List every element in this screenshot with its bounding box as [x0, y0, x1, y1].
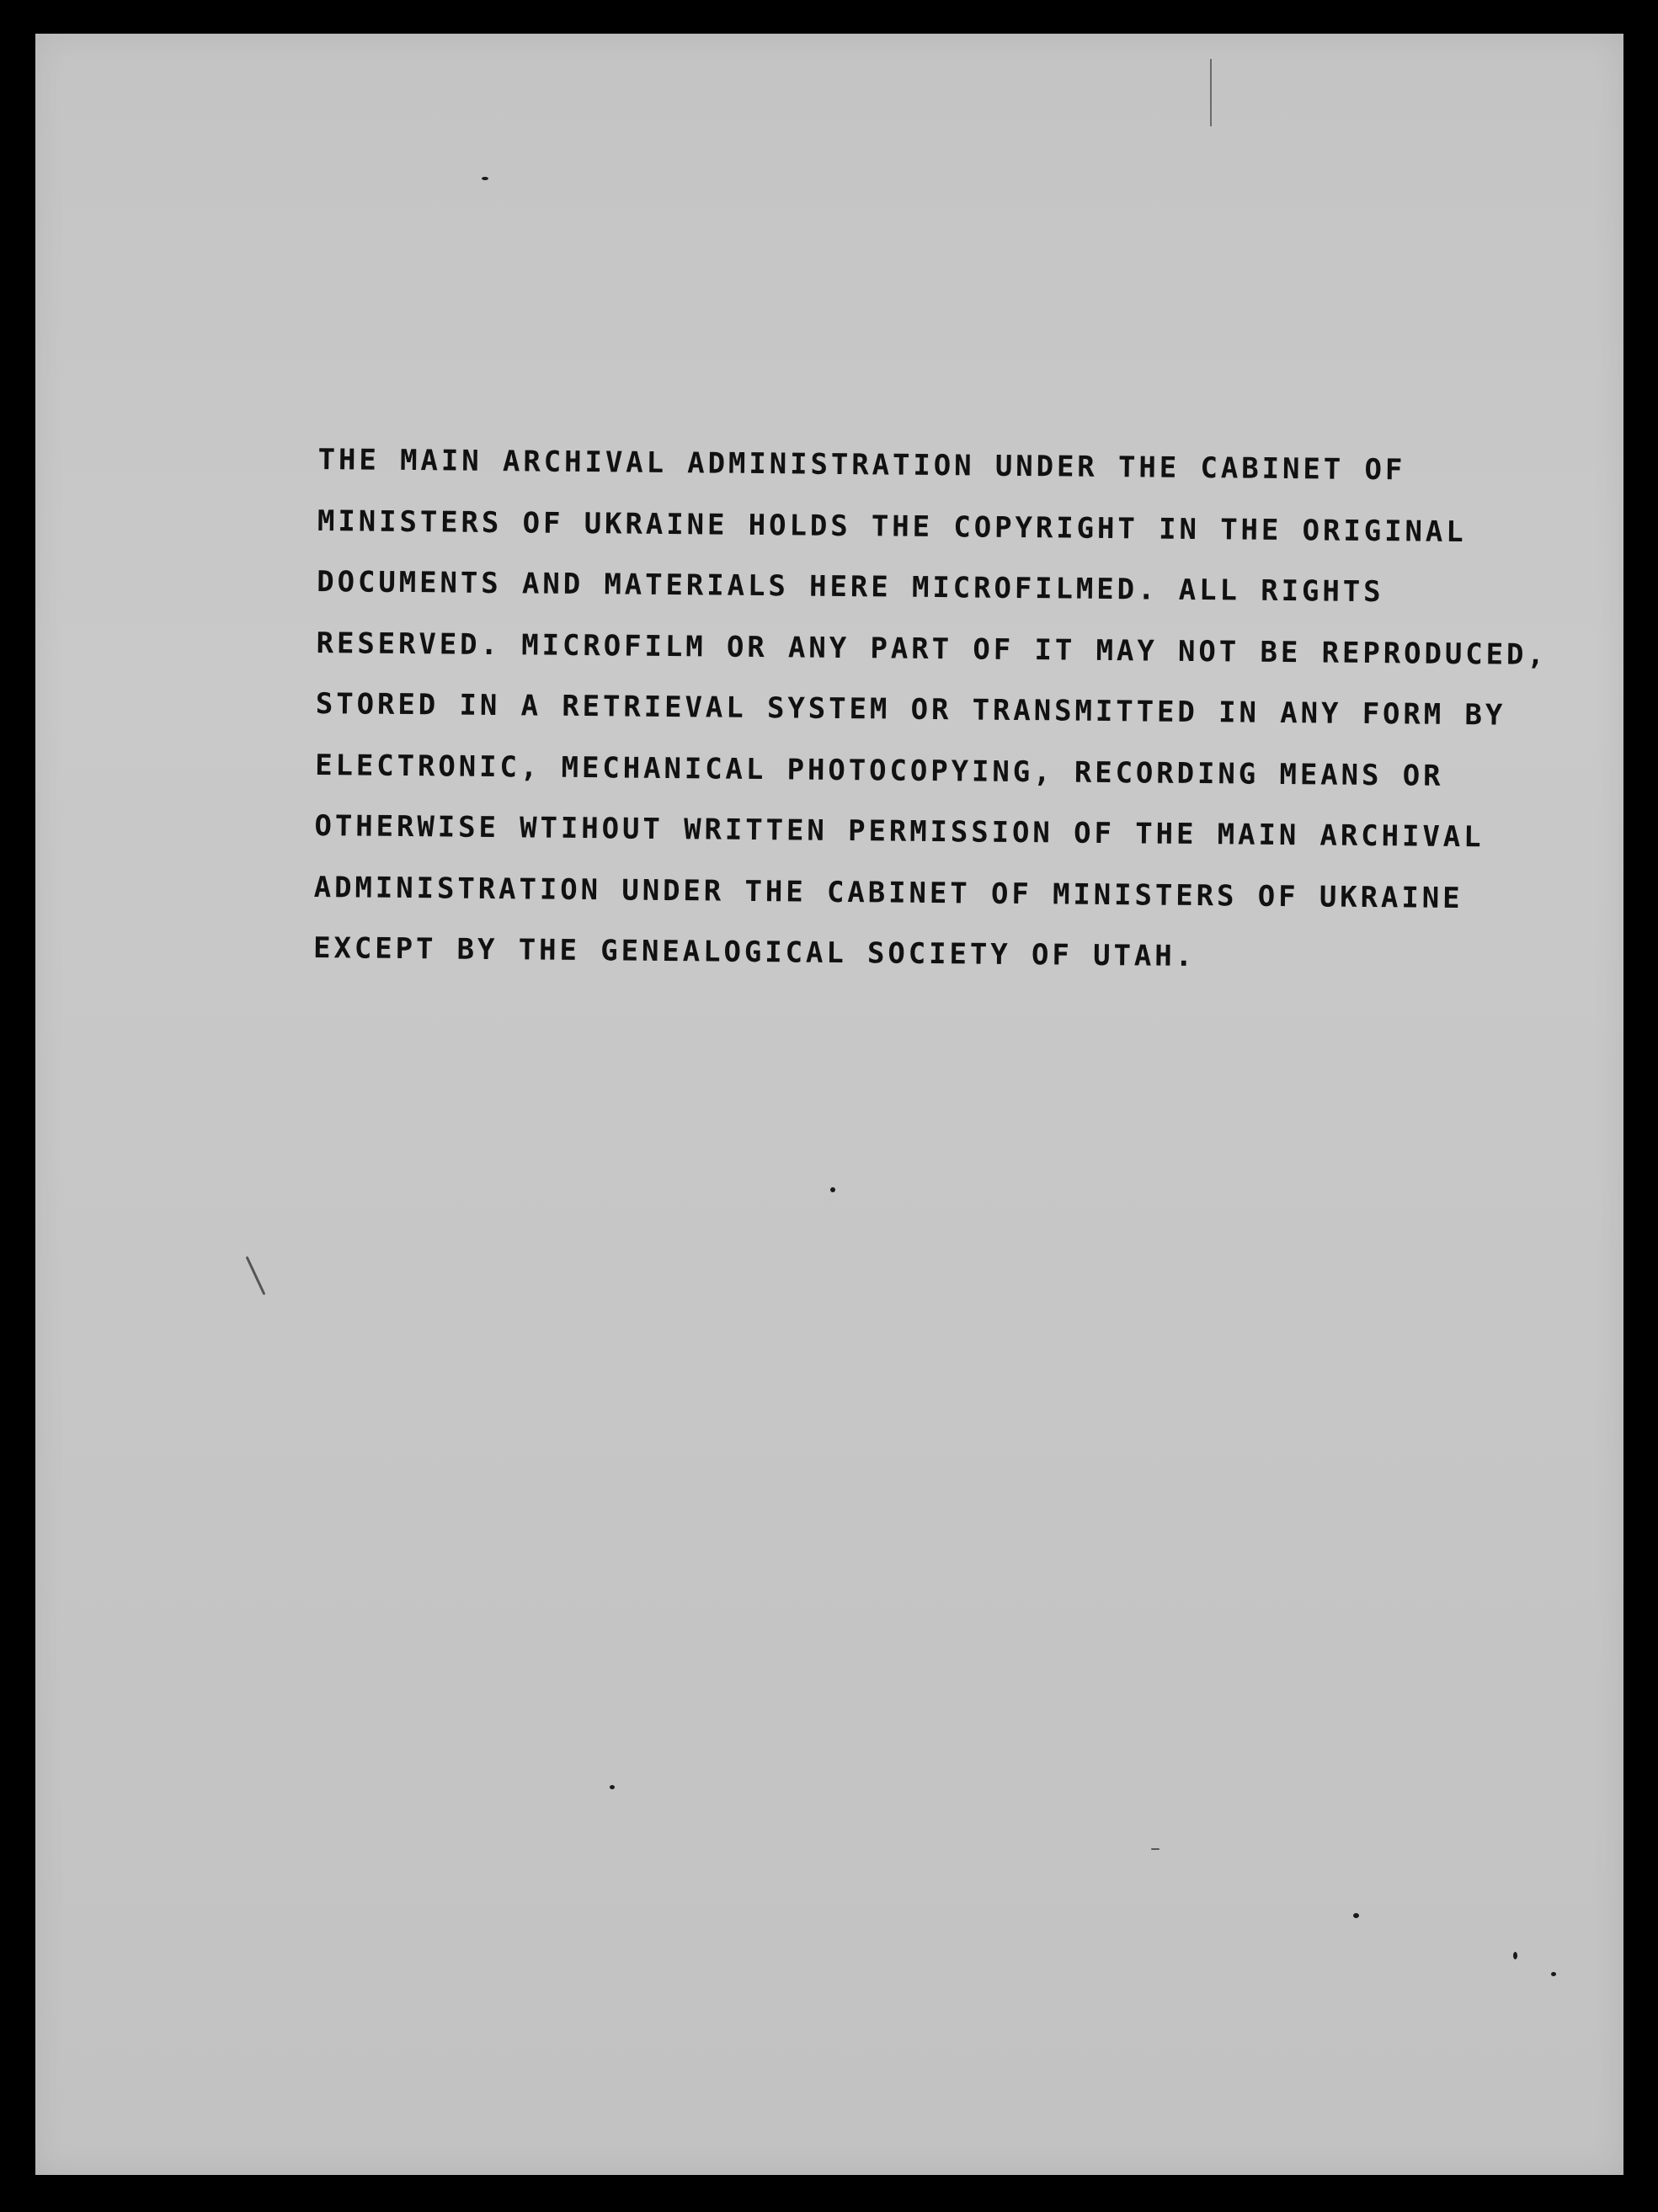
microfilm-page: [35, 34, 1623, 2175]
dust-speck: [1513, 1952, 1517, 1959]
fold-mark: [1210, 59, 1212, 126]
notice-line: ADMINISTRATION UNDER THE CABINET OF MINISTERS OF UKRAINE: [313, 870, 1463, 915]
dust-speck: [1151, 1848, 1160, 1850]
notice-line: RESERVED. MICROFILM OR ANY PART OF IT MAY NOT BE REPRODUCED,: [316, 626, 1548, 672]
notice-line: DOCUMENTS AND MATERIALS HERE MICROFILMED. ALL RIGHTS: [317, 564, 1384, 610]
dust-speck: [1353, 1913, 1359, 1918]
dust-speck: [1551, 1972, 1556, 1976]
dust-speck: [246, 1256, 266, 1296]
notice-line: ELECTRONIC, MECHANICAL PHOTOCOPYING, RECORDING MEANS OR: [314, 748, 1444, 793]
copyright-notice: [313, 429, 1548, 990]
notice-line: THE MAIN ARCHIVAL ADMINISTRATION UNDER THE CABINET OF: [317, 442, 1406, 488]
dust-speck: [830, 1187, 835, 1192]
dust-speck: [482, 177, 488, 180]
notice-line: EXCEPT BY THE GENEALOGICAL SOCIETY OF UTAH.: [312, 930, 1197, 974]
notice-line: MINISTERS OF UKRAINE HOLDS THE COPYRIGHT IN THE ORIGINAL: [317, 504, 1467, 549]
notice-line: STORED IN A RETRIEVAL SYSTEM OR TRANSMITTED IN ANY FORM BY: [315, 686, 1506, 733]
dust-speck: [610, 1785, 615, 1789]
notice-line: OTHERWISE WTIHOUT WRITTEN PERMISSION OF THE MAIN ARCHIVAL: [314, 808, 1485, 855]
